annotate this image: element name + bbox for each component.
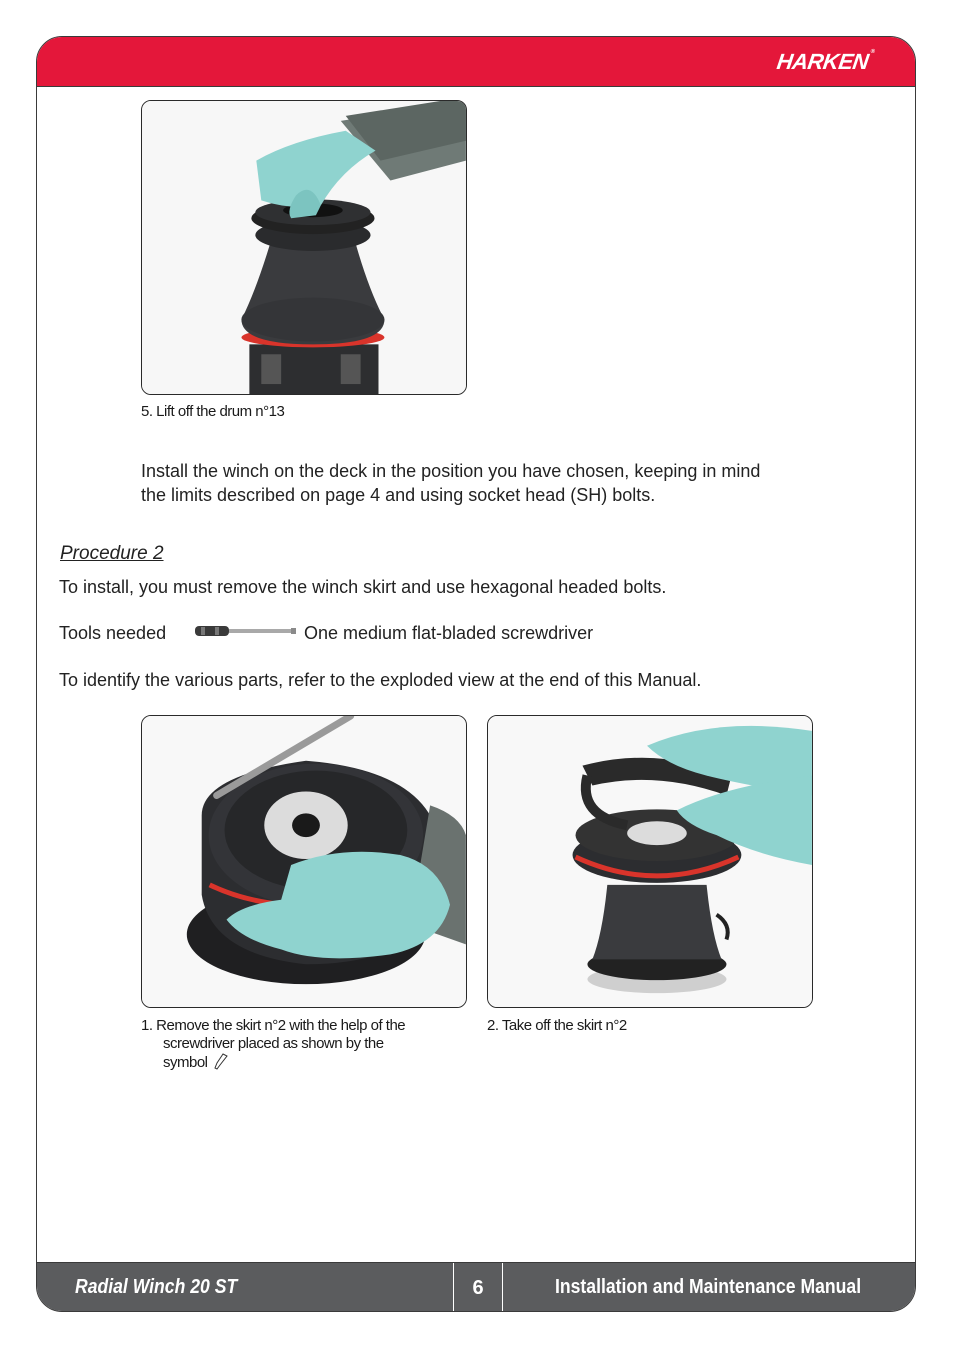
harken-logo: HARKEN®: [775, 49, 875, 74]
install-line-1: Install the winch on the deck in the position you have chosen, keeping in mind: [141, 461, 761, 481]
caption-fig5: 5. Lift off the drum n°13: [141, 403, 285, 420]
photo-take-off-skirt: [487, 715, 813, 1008]
photo-remove-skirt: [141, 715, 467, 1008]
tools-value: One medium flat-bladed screwdriver: [304, 623, 594, 643]
page-number: 6: [453, 1263, 503, 1311]
header-bar: [37, 37, 915, 87]
caption-fig1-line-1: 1. Remove the skirt n°2 with the help of the: [141, 1017, 406, 1034]
caption-fig2: 2. Take off the skirt n°2: [487, 1017, 627, 1034]
caption-fig1-line-3: symbol: [141, 1053, 461, 1072]
skirt-removal-illustration: [142, 716, 466, 1007]
footer-bar: [37, 1262, 915, 1311]
photo-lift-drum: [141, 100, 467, 395]
winch-drum-illustration: [142, 101, 466, 394]
identify-paragraph: To identify the various parts, refer to the exploded view at the end of this Manual.: [59, 670, 702, 690]
footer-manual-title: Installation and Maintenance Manual: [555, 1276, 862, 1298]
skirt-takeoff-illustration: [488, 716, 812, 1007]
procedure-intro: To install, you must remove the winch skirt and use hexagonal headed bolts.: [59, 577, 667, 597]
caption-fig1: [141, 1017, 461, 1072]
install-paragraph: [141, 459, 760, 507]
procedure-title: Procedure 2: [60, 543, 164, 564]
install-line-2: the limits described on page 4 and using socket head (SH) bolts.: [141, 485, 656, 505]
footer-product-name: Radial Winch 20 ST: [75, 1276, 238, 1298]
tools-label: Tools needed: [59, 623, 167, 643]
caption-fig1-line-2: screwdriver placed as shown by the: [163, 1035, 384, 1052]
screwdriver-symbol-icon: [211, 1053, 229, 1071]
screwdriver-icon: [193, 624, 297, 638]
